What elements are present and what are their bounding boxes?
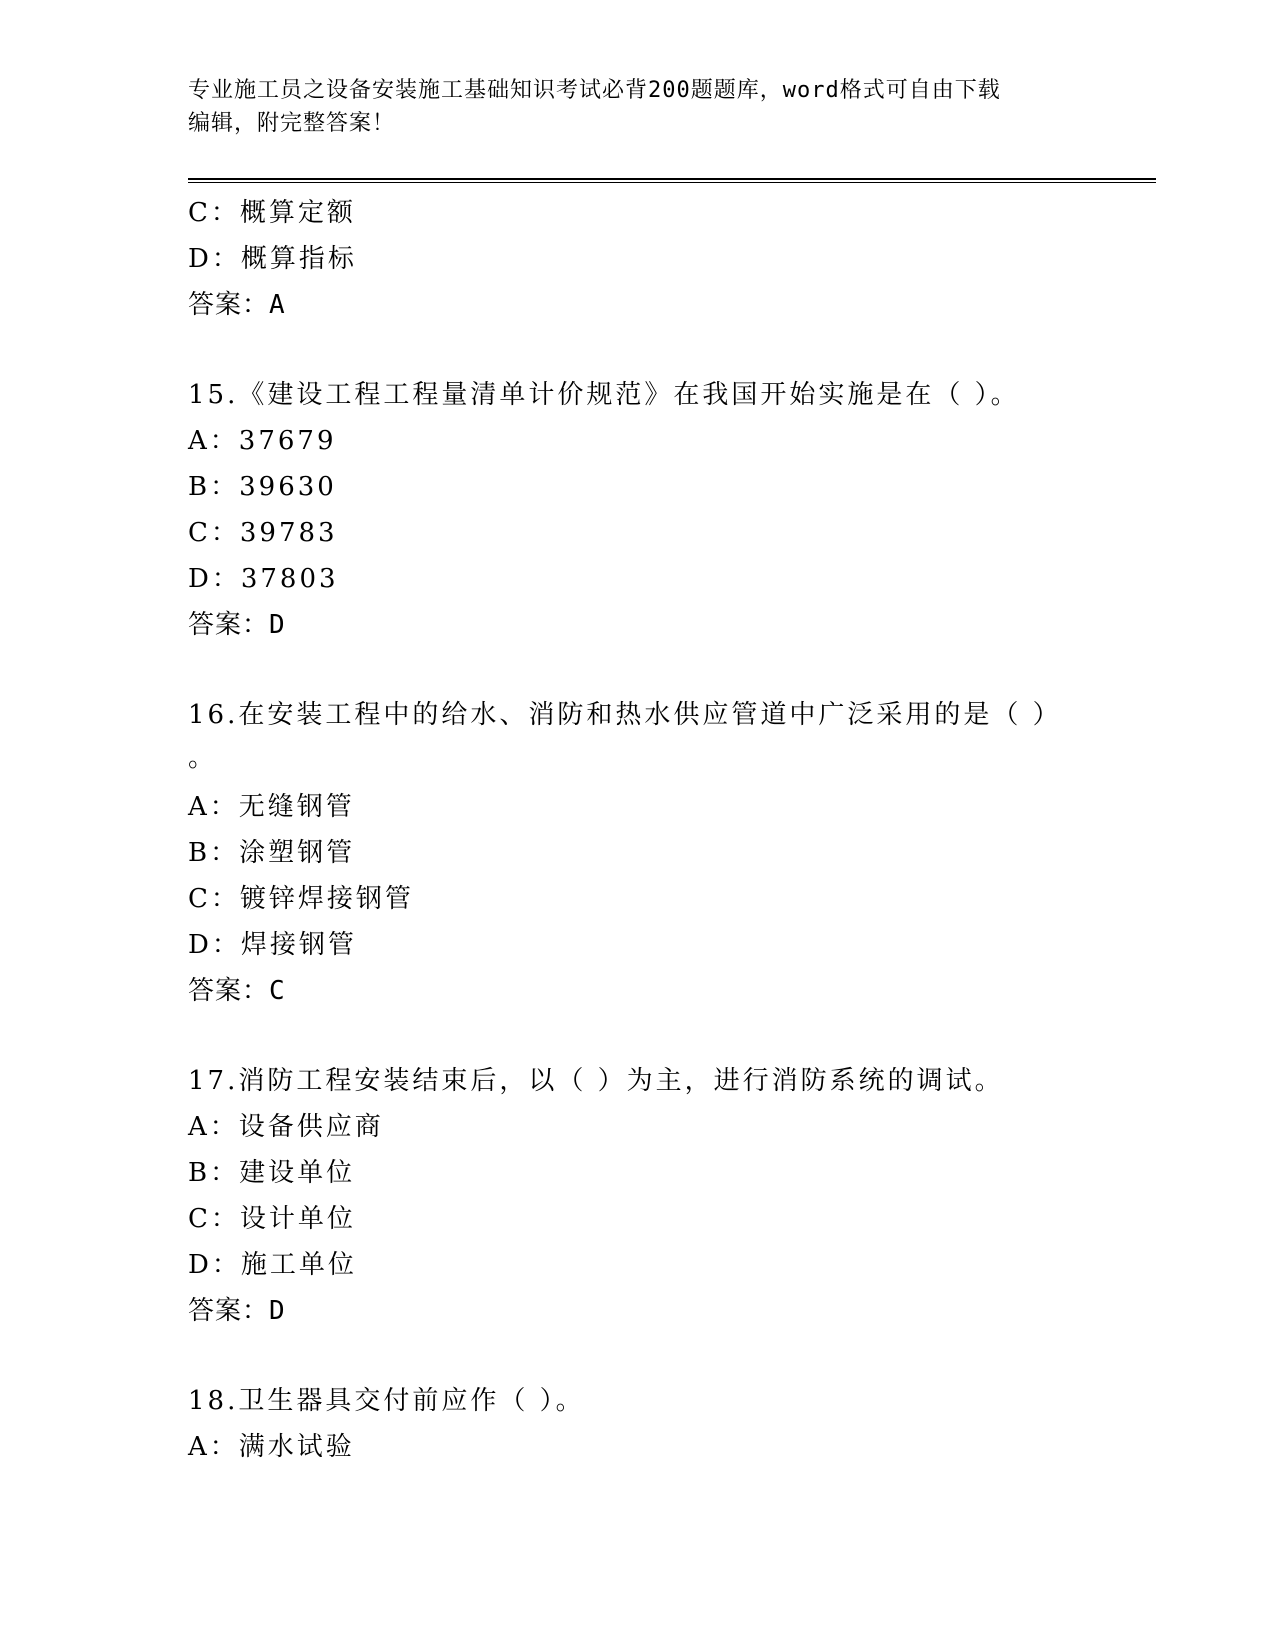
question-18 <box>188 1378 1128 1470</box>
question-15 <box>188 372 1128 648</box>
header-line-1: 专业施工员之设备安装施工基础知识考试必背200题题库，word格式可自由下载 <box>188 78 1001 103</box>
option-a: A：设备供应商 <box>188 1112 384 1142</box>
option-d: D：概算指标 <box>188 244 357 274</box>
option-d: D：施工单位 <box>188 1250 357 1280</box>
question-stem: 16.在安装工程中的给水、消防和热水供应管道中广泛采用的是（ ） <box>188 700 1062 730</box>
option-d: D：焊接钢管 <box>188 930 357 960</box>
option-a: A：满水试验 <box>188 1432 355 1462</box>
question-stem-continuation: 。 <box>188 743 215 773</box>
question-14-tail <box>188 190 1128 328</box>
spacer <box>188 1334 1128 1378</box>
option-b: B：建设单位 <box>188 1158 356 1188</box>
question-stem: 18.卫生器具交付前应作（ ）。 <box>188 1386 585 1416</box>
document-header <box>188 74 1088 140</box>
option-c: C：镀锌焊接钢管 <box>188 884 414 914</box>
spacer <box>188 328 1128 372</box>
option-c: C：设计单位 <box>188 1204 356 1234</box>
header-divider <box>188 178 1156 183</box>
answer-line: 答案：D <box>188 610 286 640</box>
option-c: C：概算定额 <box>188 198 356 228</box>
question-17 <box>188 1058 1128 1334</box>
answer-line: 答案：D <box>188 1296 286 1326</box>
question-stem: 17.消防工程安装结束后，以（ ）为主，进行消防系统的调试。 <box>188 1066 1004 1096</box>
header-line-2: 编辑，附完整答案！ <box>188 111 396 136</box>
option-a: A：无缝钢管 <box>188 792 355 822</box>
answer-line: 答案：A <box>188 290 286 320</box>
option-d: D：37803 <box>188 564 339 594</box>
option-c: C：39783 <box>188 518 338 548</box>
question-stem: 15.《建设工程工程量清单计价规范》在我国开始实施是在（ ）。 <box>188 380 1020 410</box>
question-content <box>188 190 1128 1470</box>
option-b: B：涂塑钢管 <box>188 838 356 868</box>
option-a: A：37679 <box>188 426 337 456</box>
option-b: B：39630 <box>188 472 337 502</box>
spacer <box>188 648 1128 692</box>
answer-line: 答案：C <box>188 976 286 1006</box>
spacer <box>188 1014 1128 1058</box>
question-16 <box>188 692 1128 1014</box>
